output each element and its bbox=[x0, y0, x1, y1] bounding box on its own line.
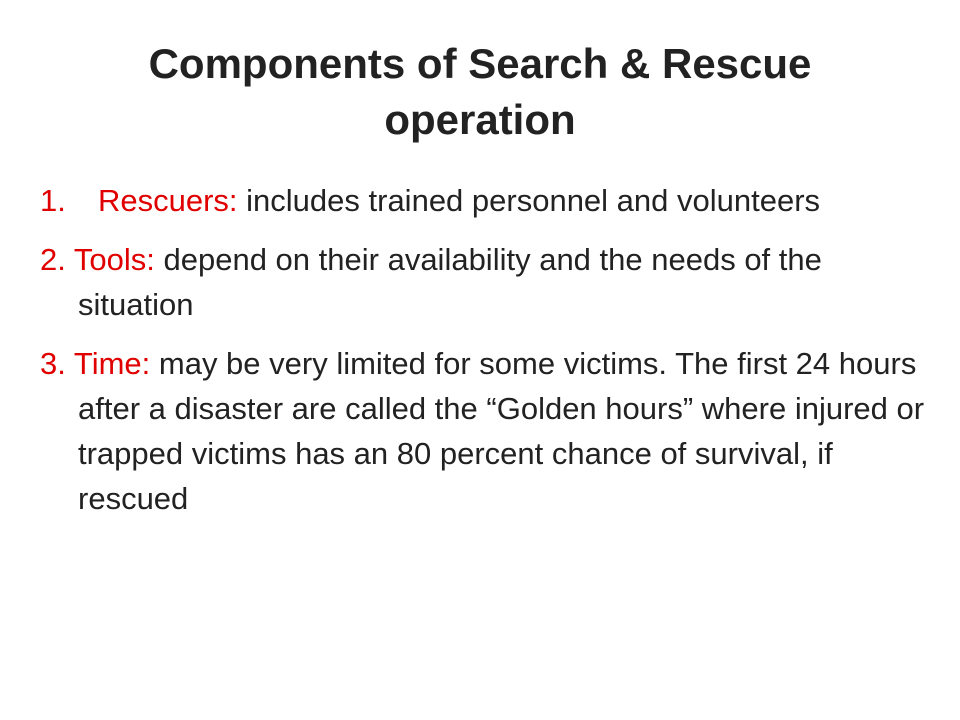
slide-title bbox=[80, 36, 880, 148]
item-term: Rescuers: bbox=[98, 183, 238, 218]
item-description: depend on their availability and the needs of the situation bbox=[78, 242, 822, 322]
slide-body bbox=[40, 178, 940, 535]
list-item-tools bbox=[40, 237, 940, 327]
item-number: 3. bbox=[40, 346, 74, 381]
item-term: Time: bbox=[73, 346, 151, 381]
item-number: 2. bbox=[40, 242, 74, 277]
item-number: 1. bbox=[40, 183, 66, 218]
item-description: includes trained personnel and volunteers bbox=[237, 183, 821, 218]
list-item-rescuers bbox=[40, 178, 940, 223]
list-item-time bbox=[40, 341, 940, 521]
item-term: Tools: bbox=[73, 242, 155, 277]
item-description: may be very limited for some victims. The first 24 hours after a disaster are called the “Golden hours” where injured or trapped victims has an 80 percent chance of survival, if rescued bbox=[78, 346, 925, 516]
slide-title-line-1: Components of Search & Rescue bbox=[148, 40, 812, 87]
slide-title-line-2: operation bbox=[384, 96, 576, 143]
